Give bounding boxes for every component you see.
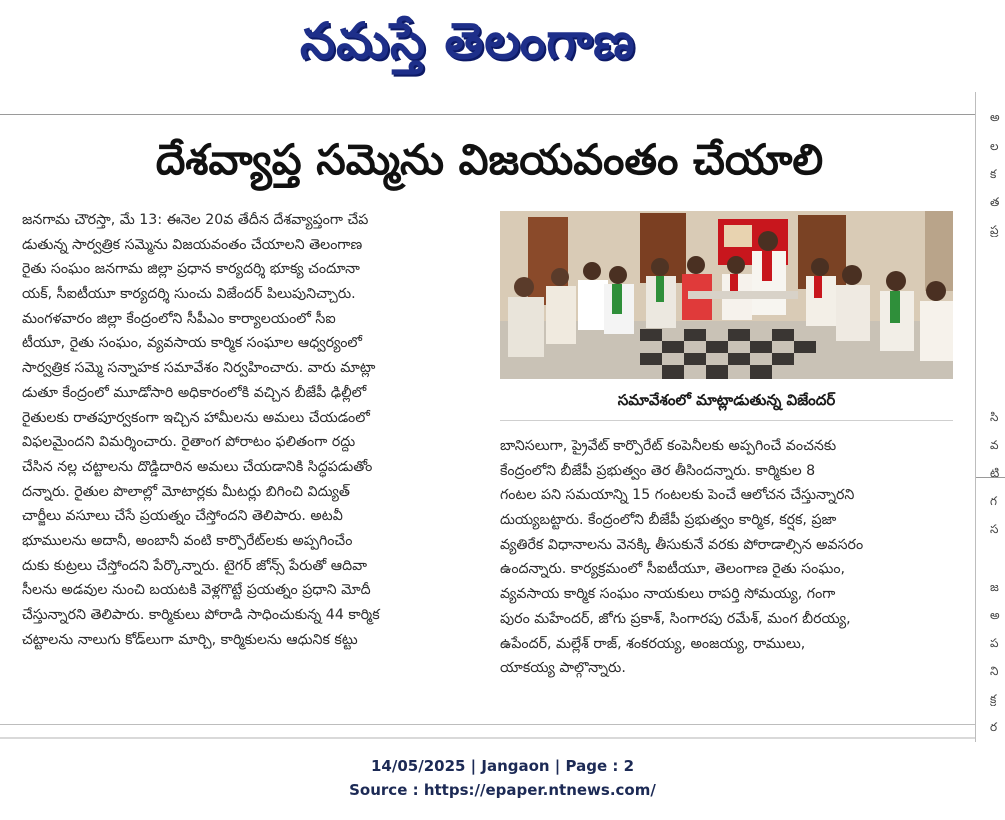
- body-line: డుతూ కేంద్రంలో మూడోసారి అధికారంలోకి వచ్చిన బీజేపీ ఢిల్లీలో: [22, 384, 367, 401]
- body-line: యాకయ్య పాల్గొన్నారు.: [500, 660, 626, 677]
- fragment-text: అ: [990, 110, 1000, 124]
- body-line: దుకు కుట్రలు చేస్తోందని పేర్కొన్నారు. టైగర్ జోన్స్ పేరుతో ఆదివా: [22, 557, 367, 574]
- fragment-text: జ: [990, 580, 999, 594]
- fragment-text: ల: [990, 139, 999, 153]
- bottom-divider: [0, 724, 975, 725]
- body-line: భూములను అదానీ, అంబానీ వంటి కార్పొరేట్‌లకు అప్పగించేం: [22, 532, 353, 549]
- body-line: విఫలమైందని విమర్శించారు. రైతాంగ పోరాటం ఫలితంగా రద్దు: [22, 434, 356, 451]
- article-headline: దేశవ్యాప్త సమ్మెను విజయవంతం చేయాలి: [155, 135, 824, 184]
- masthead-logo: నమస్తే తెలంగాణ: [300, 12, 636, 70]
- body-line: చేసిన నల్ల చట్టాలను దొడ్డిదారిన అమలు చేయడానికి సిద్ధపడుతోం: [22, 458, 373, 475]
- body-line: చేస్తున్నారని తెలిపారు. కార్మికులు పోరాడి సాధించుకున్న 44 కార్మిక: [22, 607, 380, 623]
- adjacent-column-fragment: [975, 92, 1005, 742]
- body-line: చార్జీలు వసూలు చేసే ప్రయత్నం చేస్తోందని తెలిపారు. అటవీ: [22, 508, 343, 525]
- masthead: [0, 0, 1005, 82]
- bottom-divider-secondary: [0, 737, 975, 739]
- fragment-text: త: [990, 195, 1000, 209]
- article-body-left: [22, 208, 477, 652]
- fragment-text: సి: [990, 410, 999, 424]
- body-line: గంటల పని సమయాన్ని 15 గంటలకు పెంచే ఆలోచన చేస్తున్నారని: [500, 487, 855, 504]
- page-footer: [0, 754, 1005, 802]
- body-line: వ్యవసాయ కార్మిక సంఘం నాయకులు రాపర్తి సోమయ్య, గంగా: [500, 586, 836, 603]
- fragment-text: గ: [990, 494, 997, 508]
- body-line: దన్నారు. రైతుల పొలాల్లో మోటార్లకు మీటర్లు బిగించి విద్యుత్: [22, 483, 350, 500]
- caption-divider: [500, 420, 953, 421]
- article-body-right: [500, 434, 955, 681]
- body-line: పురం మహేందర్, జోగు ప్రకాశ్, సింగారపు రమేశ్, మంగ బీరయ్య,: [500, 610, 851, 627]
- body-line: సార్వత్రిక సమ్మె సన్నాహక సమావేశం నిర్వహించారు. వారు మాట్లా: [22, 360, 376, 377]
- fragment-text: ర: [990, 720, 998, 734]
- body-line: రైతు సంఘం జనగామ జిల్లా ప్రధాన కార్యదర్శి భూక్య చందూనా: [22, 261, 360, 278]
- fragment-text: స: [990, 522, 999, 536]
- body-line: ఉందన్నారు. కార్యక్రమంలో సీఐటీయూ, తెలంగాణ రైతు సంఘం,: [500, 561, 846, 578]
- fragment-text: వ: [990, 438, 999, 452]
- fragment-text: టి: [990, 466, 1000, 480]
- body-line: కేంద్రంలోని బీజేపీ ప్రభుత్వం తెర తీసిందన్నారు. కార్మికుల 8: [500, 462, 816, 479]
- body-line: మంగళవారం జిల్లా కేంద్రంలోని సీపీఎం కార్యాలయంలో సీఐ: [22, 310, 336, 327]
- body-line: టీయూ, రైతు సంఘం, వ్యవసాయ కార్మిక సంఘాల ఆధ్వర్యంలో: [22, 335, 363, 352]
- body-line: వ్యతిరేక విధానాలను వెనక్కి తీసుకునే వరకు పోరాడాల్సిన అవసరం: [500, 536, 864, 553]
- fragment-text: క్ర: [990, 692, 997, 706]
- edition-info: 14/05/2025 | Jangaon | Page : 2: [370, 757, 635, 775]
- body-line: జనగామ చౌరస్తా, మే 13: ఈనెల 20వ తేదీన దేశవ్యాప్తంగా చేప: [22, 212, 369, 228]
- body-line: డుతున్న సార్వత్రిక సమ్మెను విజయవంతం చేయాలని తెలంగాణ: [22, 236, 363, 253]
- body-line: ఉపేందర్, మల్లేశ్ రాజ్, శంకరయ్య, అంజయ్య, రాములు,: [500, 635, 806, 652]
- body-line: యక్, సీఐటీయూ కార్యదర్శి సుంచు విజేందర్ పిలుపునిచ్చారు.: [22, 286, 356, 303]
- body-line: దుయ్యబట్టారు. కేంద్రంలోని బీజేపీ ప్రభుత్వం కార్మిక, కర్షక, ప్రజా: [500, 512, 837, 529]
- fragment-text: ప్ర: [990, 223, 999, 237]
- body-line: చట్టాలను నాలుగు కోడ్‌లుగా మార్చి, కార్మికులను ఆధునిక కట్టు: [22, 631, 358, 648]
- body-line: రైతులకు రాతపూర్వకంగా ఇచ్చిన హామీలను అమలు చేయడంలో: [22, 409, 370, 426]
- meeting-photo-illustration: [500, 211, 953, 379]
- fragment-text: ప: [990, 636, 999, 650]
- fragment-text: ని: [990, 664, 999, 678]
- top-divider: [0, 114, 975, 115]
- fragment-text: క: [990, 167, 997, 181]
- article-photo: [500, 211, 953, 379]
- photo-caption: సమావేశంలో మాట్లాడుతున్న విజేందర్: [617, 391, 836, 409]
- body-line: బానిసలుగా, ప్రైవేట్ కార్పొరేట్ కంపెనీలకు అప్పగించే వంచనకు: [500, 438, 837, 454]
- fragment-text: అ: [990, 608, 1000, 622]
- source-link[interactable]: Source : https://epaper.ntnews.com/: [349, 781, 656, 799]
- body-line: సీలను అడవుల నుంచి బయటకి వెళ్లగొట్టే ప్రయత్నం ప్రధాని మోదీ: [22, 582, 371, 599]
